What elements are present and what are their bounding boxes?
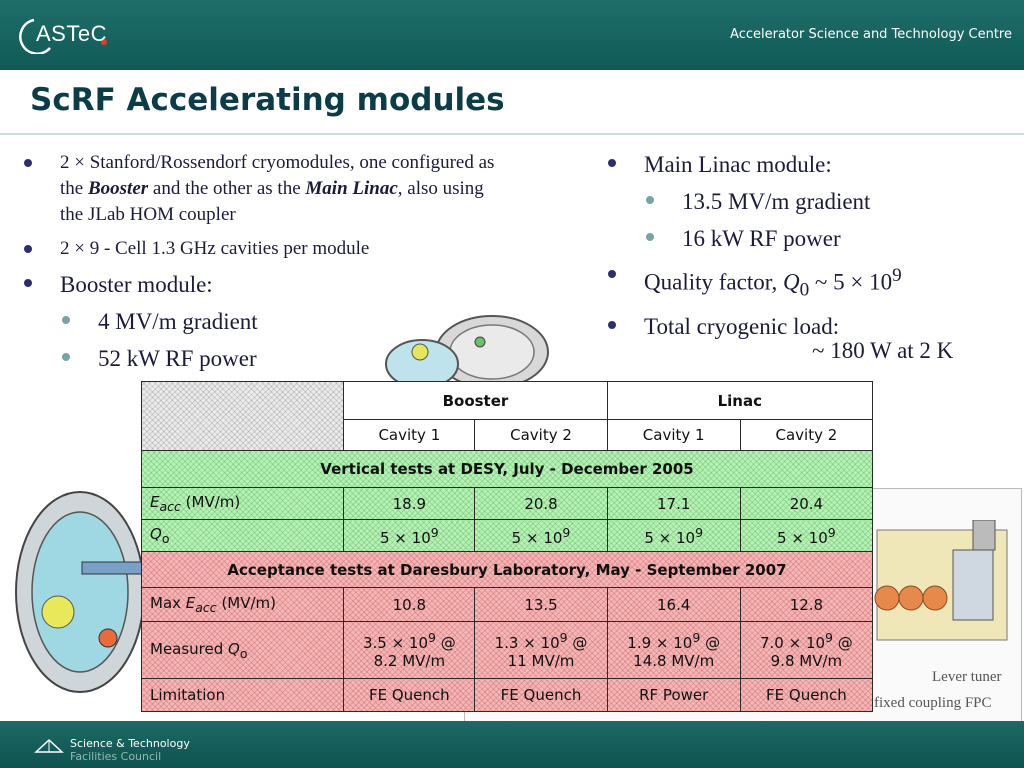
exponent: 9 bbox=[695, 524, 704, 540]
value-base: 5 × 10 bbox=[644, 528, 696, 547]
bullet-text: and the other as the bbox=[148, 178, 306, 199]
header-cavity: Cavity 2 bbox=[475, 420, 607, 451]
label-text: Measured bbox=[150, 639, 229, 658]
table-cell bbox=[740, 520, 872, 552]
lever-tuner-caption: Lever tuner bbox=[932, 669, 1002, 685]
bullet-text: , also using the JLab HOM coupler bbox=[60, 178, 484, 225]
o-subscript: o bbox=[161, 531, 170, 546]
bullet-booster-module: Booster module: bbox=[24, 270, 504, 299]
bullet-linac-gradient: 13.5 MV/m gradient bbox=[608, 187, 1008, 216]
value-gradient: 8.2 MV/m bbox=[373, 652, 446, 670]
page-title: ScRF Accelerating modules bbox=[30, 82, 505, 118]
header-cavity: Cavity 1 bbox=[344, 420, 475, 451]
bullet-cryomodules bbox=[24, 150, 504, 228]
table-cell bbox=[344, 520, 475, 552]
bullet-text: Quality factor, bbox=[644, 269, 783, 295]
value-base: 1.3 × 10 bbox=[494, 634, 560, 652]
q-subscript: 0 bbox=[799, 279, 810, 301]
table-cell: FE Quench bbox=[344, 679, 475, 712]
value-at: @ bbox=[435, 634, 456, 652]
table-cell: 16.4 bbox=[607, 588, 740, 622]
value-gradient: 9.8 MV/m bbox=[770, 652, 843, 670]
cryomodule-top-illustration bbox=[360, 312, 550, 384]
o-subscript: o bbox=[239, 645, 248, 661]
table-cell: 10.8 bbox=[344, 588, 475, 622]
exponent: 9 bbox=[430, 524, 439, 540]
row-label-qo bbox=[142, 520, 344, 552]
row-label-measured-qo bbox=[142, 622, 344, 679]
table-cell: RF Power bbox=[607, 679, 740, 712]
footer-line-2: Facilities Council bbox=[70, 750, 162, 763]
table-cell: 20.4 bbox=[740, 488, 872, 520]
test-results-table bbox=[141, 381, 873, 712]
exponent: 9 bbox=[892, 265, 902, 286]
exponent: 9 bbox=[428, 630, 436, 645]
unit-text: (MV/m) bbox=[216, 594, 277, 612]
cryomodule-cross-section-illustration bbox=[873, 520, 1013, 680]
header-booster: Booster bbox=[344, 382, 607, 420]
value-base: 5 × 10 bbox=[380, 528, 431, 547]
right-bullet-list bbox=[608, 150, 1008, 349]
bullet-linac-rf-power: 16 kW RF power bbox=[608, 224, 1008, 253]
row-label-eacc bbox=[142, 488, 344, 520]
cryomodule-left-illustration bbox=[10, 462, 142, 702]
table-cell bbox=[607, 622, 740, 679]
header-cavity: Cavity 2 bbox=[740, 420, 872, 451]
value-base: 5 × 10 bbox=[777, 528, 828, 547]
row-label-max-eacc bbox=[142, 588, 344, 622]
table-cell: 20.8 bbox=[475, 488, 607, 520]
acc-subscript: acc bbox=[195, 600, 217, 615]
bullet-cavities: 2 × 9 - Cell 1.3 GHz cavities per module bbox=[24, 236, 504, 262]
table-cell: FE Quench bbox=[475, 679, 607, 712]
bullet-booster-rf-power: 52 kW RF power bbox=[24, 344, 504, 373]
table-cell bbox=[475, 622, 607, 679]
e-symbol: E bbox=[185, 594, 196, 612]
cryogenic-load-value: ~ 180 W at 2 K bbox=[812, 338, 954, 363]
value-gradient: 14.8 MV/m bbox=[633, 652, 715, 670]
table-cell: 17.1 bbox=[607, 488, 740, 520]
bullet-booster-gradient: 4 MV/m gradient bbox=[24, 307, 504, 336]
q-symbol: Q bbox=[150, 525, 162, 543]
table-cell bbox=[475, 520, 607, 552]
header-cavity: Cavity 1 bbox=[607, 420, 740, 451]
bullet-cryogenic-load: Total cryogenic load: bbox=[608, 312, 1008, 341]
footer-line-1: Science & Technology bbox=[70, 737, 190, 750]
label-text: Max bbox=[150, 594, 186, 612]
astec-logo-text: ASTeC bbox=[36, 21, 107, 46]
table-cell bbox=[607, 520, 740, 552]
value-base: 3.5 × 10 bbox=[362, 634, 428, 652]
booster-emphasis: Booster bbox=[87, 178, 149, 199]
exponent: 9 bbox=[692, 630, 701, 645]
exponent: 9 bbox=[562, 524, 571, 540]
stfc-logo-icon bbox=[34, 736, 64, 756]
q-symbol: Q bbox=[782, 269, 800, 295]
value-gradient: 11 MV/m bbox=[507, 652, 575, 670]
section-vertical-tests: Vertical tests at DESY, July - December 2005 bbox=[142, 451, 873, 488]
table-cell: FE Quench bbox=[740, 679, 872, 712]
table-cell: 12.8 bbox=[740, 588, 872, 622]
unit-text: (MV/m) bbox=[180, 493, 241, 511]
bullet-text: 2 × Stanford/Rossendorf cryomodules, one configured as the bbox=[60, 152, 495, 199]
value-base: 7.0 × 10 bbox=[760, 634, 826, 652]
table-corner-cell bbox=[142, 382, 344, 451]
table-cell bbox=[740, 622, 872, 679]
value-at: @ bbox=[567, 634, 588, 652]
main-linac-emphasis: Main Linac bbox=[305, 178, 398, 199]
exponent: 9 bbox=[825, 630, 833, 645]
q-symbol: Q bbox=[228, 639, 240, 658]
table-cell: 13.5 bbox=[475, 588, 607, 622]
centre-name: Accelerator Science and Technology Centre bbox=[730, 27, 1012, 42]
e-symbol: E bbox=[150, 493, 160, 511]
bullet-text: ~ 5 × 10 bbox=[809, 269, 893, 295]
exponent: 9 bbox=[827, 524, 836, 540]
value-at: @ bbox=[700, 634, 721, 652]
section-acceptance-tests: Acceptance tests at Daresbury Laboratory, May - September 2007 bbox=[142, 552, 873, 588]
stfc-logo-text bbox=[70, 737, 190, 763]
title-divider bbox=[0, 133, 1024, 135]
coupling-caption: fixed coupling FPC bbox=[874, 695, 992, 711]
value-at: @ bbox=[833, 634, 853, 652]
acc-subscript: acc bbox=[159, 499, 181, 514]
table-cell: 18.9 bbox=[344, 488, 475, 520]
table-cell bbox=[344, 622, 475, 679]
bullet-quality-factor bbox=[608, 261, 1008, 304]
exponent: 9 bbox=[559, 630, 568, 645]
value-base: 1.9 × 10 bbox=[627, 634, 693, 652]
header-linac: Linac bbox=[607, 382, 872, 420]
row-label-limitation: Limitation bbox=[142, 679, 344, 712]
bullet-main-linac-module: Main Linac module: bbox=[608, 150, 1008, 179]
value-base: 5 × 10 bbox=[511, 528, 563, 547]
